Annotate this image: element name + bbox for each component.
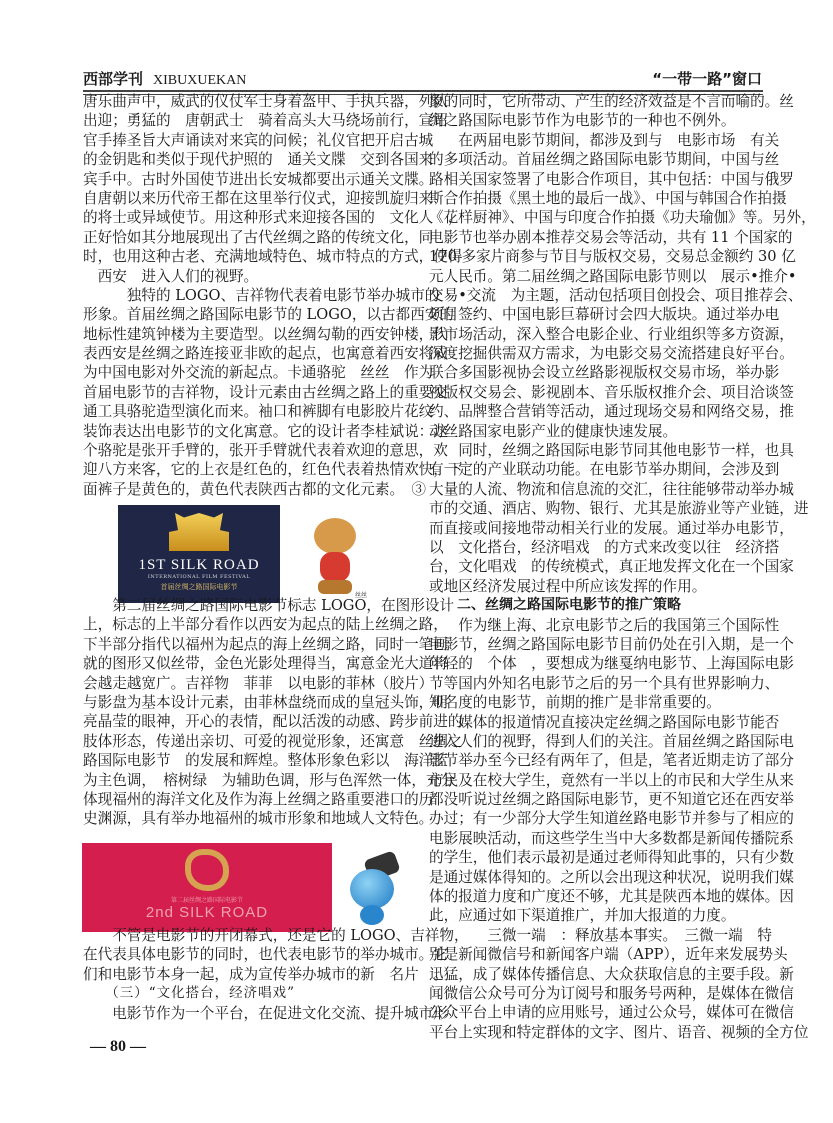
text-line: 动丝路国家电影产业的健康快速发展。 bbox=[429, 422, 678, 440]
feifei-mascot-figure bbox=[346, 855, 402, 927]
text-line: 是通过媒体得知的。之所以会出现这种状况，说明我们媒 bbox=[429, 868, 794, 886]
logo-cn: 第二届丝绸之路国际电影节 bbox=[170, 897, 243, 904]
text-line: 公众平台上申请的应用账号，通过公众号，媒体可在微信 bbox=[429, 1004, 794, 1022]
right-column bbox=[429, 92, 816, 1042]
logo-subtitle: INTERNATIONAL FILM FESTIVAL bbox=[147, 574, 251, 580]
text-line: 出迎；勇猛的 唐朝武士 骑着高头大马绕场前行，宣诏 bbox=[83, 112, 448, 130]
text-line: 宾手中。古时外国使节进出长安城都要出示通关文牒。 bbox=[83, 170, 434, 188]
text-line: 项目签约、中国电影巨幕研讨会四大版块。通过举办电 bbox=[429, 306, 780, 324]
ribbon-logo-icon bbox=[185, 849, 229, 891]
text-line: 面裤子是黄色的，黄色代表陕西古都的文化元素。 ③ bbox=[83, 480, 426, 498]
text-line: 电影节作为一个平台，在促进文化交流、提升城市形 bbox=[83, 1004, 448, 1022]
text-line: 知名度的电影节，前期的推广是非常重要的。 bbox=[429, 694, 721, 712]
text-line: 办过；有一少部分大学生知道丝路电影节并参与了相应的 bbox=[429, 810, 794, 828]
text-line: 大量的人流、物流和信息流的交汇，往往能够带动举办城 bbox=[429, 480, 794, 498]
subsection-heading: （三）“文化搭台，经济唱戏” bbox=[83, 985, 296, 1002]
text-line: 影节举办至今已经有两年了，但是，笔者近期走访了部分 bbox=[429, 752, 794, 770]
text-line: 闻微信公众号可分为订阅号和服务号两种，是媒体在微信 bbox=[429, 984, 794, 1002]
text-line: 斯合作拍摄《黑土地的最后一战》、中国与韩国合作拍摄 bbox=[429, 189, 787, 207]
text-line: 独特的 LOGO、吉祥物代表着电影节举办城市的 bbox=[83, 286, 440, 304]
text-line: 时，也用这种古老、充满地域特色、城市特点的方式，使得 bbox=[83, 248, 463, 266]
text-line: 的学生，他们表示最初是通过老师得知此事的，只有少数 bbox=[429, 849, 794, 867]
text-line: 而直接或间接地带动相关行业的发展。通过举办电影节， bbox=[429, 519, 794, 537]
text-line: 形象。首届丝绸之路国际电影节的 LOGO，以古都西安的 bbox=[83, 306, 454, 324]
bell-tower-logo-icon bbox=[169, 513, 229, 551]
text-line: 不管是电影节的开闭幕式，还是它的 LOGO、吉祥物， bbox=[83, 927, 469, 944]
camel-legs-icon bbox=[318, 580, 352, 594]
text-line: 的金钥匙和类似于现代护照的 通关文牒 交到各国来 bbox=[83, 151, 434, 169]
text-line: 通工具骆驼造型演化而来。袖口和裤脚有电影胶片花纹 bbox=[83, 403, 434, 421]
text-line: 深度挖掘供需双方需求，为电影交易交流搭建良好平台。 bbox=[429, 345, 794, 363]
text-line: 电影节，丝绸之路国际电影节目前仍处在引入期，是一个 bbox=[429, 635, 794, 653]
text-line: 以 文化搭台，经济唱戏 的方式来改变以往 经济搭 bbox=[429, 538, 780, 556]
mascot-label: 丝丝 bbox=[355, 592, 368, 599]
page-number: — 80 — bbox=[90, 1038, 146, 1055]
text-line: 亮晶莹的眼神，开心的表情，配以活泼的动感、跨步前进的 bbox=[83, 713, 463, 731]
text-line: 的将士或异域使节。用这种形式来迎接各国的 文化人 ， bbox=[83, 209, 463, 227]
journal-header bbox=[83, 68, 246, 89]
text-line: 台，文化唱戏 的传统模式，真正地发挥文化在一个国家 bbox=[429, 558, 794, 576]
text-line: 体现福州的海洋文化及作为海上丝绸之路重要港口的历 bbox=[83, 790, 434, 808]
text-line: 平台上实现和特定群体的文字、图片、语音、视频的全方位 bbox=[429, 1023, 809, 1041]
text-line: 视版权交易会、影视剧本、音乐版权推介会、项目洽谈签 bbox=[429, 383, 794, 401]
text-line: 在两届电影节期间，都涉及到与 电影市场 有关 bbox=[429, 131, 780, 149]
text-line: 就的图形又似丝带，金色光影处理得当，寓意金光大道将 bbox=[83, 655, 448, 673]
text-line: 自唐朝以来历代帝王都在这里举行仪式，迎接凯旋归来 bbox=[83, 189, 434, 207]
second-festival-logo-figure bbox=[82, 843, 332, 932]
text-line: 绸之路国际电影节作为电影节的一种也不例外。 bbox=[429, 112, 736, 130]
camel-body-icon bbox=[320, 552, 350, 582]
left-column-block-2 bbox=[83, 596, 463, 829]
text-line: 市的交通、酒店、购物、银行、尤其是旅游业等产业链，进 bbox=[429, 500, 809, 518]
text-line: 《花样厨神》、中国与印度合作拍摄《功夫瑜伽》等。另外， bbox=[429, 209, 816, 227]
text-line: 都没听说过丝绸之路国际电影节，更不知道它还在西安举 bbox=[429, 791, 794, 809]
text-line: 节等国内外知名电影节之后的另一个具有世界影响力、 bbox=[429, 674, 780, 692]
text-line: 首届电影节的吉祥物，设计元素由古丝绸之路上的重要交 bbox=[83, 383, 448, 401]
text-line: 同时，丝绸之路国际电影节同其他电影节一样，也具 bbox=[429, 442, 794, 460]
text-line: 装饰表达出电影节的文化寓意。它的设计者李桂斌说：这 bbox=[83, 422, 448, 440]
text-line: 电影展映活动，而这些学生当中大多数都是新闻传播院系 bbox=[429, 829, 794, 847]
text-line: 西安 进入人们的视野。 bbox=[83, 267, 259, 285]
text-line: 史渊源，具有举办地福州的城市形象和地域人文特色。 bbox=[83, 810, 434, 828]
text-line: 元人民币。第二届丝绸之路国际电影节则以 展示•推介• bbox=[429, 267, 797, 285]
text-line: 个骆驼是张开手臂的，张开手臂就代表着欢迎的意思，欢 bbox=[83, 442, 448, 460]
text-line: 影市场活动，深入整合电影企业、行业组织等多方资源， bbox=[429, 325, 794, 343]
text-line: 或地区经济发展过程中所应该发挥的作用。 bbox=[429, 577, 707, 595]
text-line: 上，标志的上半部分看作以西安为起点的陆上丝绸之路， bbox=[83, 616, 448, 634]
text-line: 进入人们的视野，得到人们的关注。首届丝绸之路国际电 bbox=[429, 732, 794, 750]
text-line: 体的报道力度和广度还不够，尤其是陕西本地的媒体。因 bbox=[429, 888, 794, 906]
text-line: 作为继上海、北京电影节之后的我国第三个国际性 bbox=[429, 616, 780, 634]
text-line: 市民及在校大学生，竟然有一半以上的市民和大学生从来 bbox=[429, 771, 794, 789]
text-line: 电影节也举办剧本推荐交易会等活动，共有 11 个国家的 bbox=[429, 228, 793, 246]
text-line: 路相关国家签署了电影合作项目，其中包括：中国与俄罗 bbox=[429, 170, 794, 188]
text-line: 地标性建筑钟楼为主要造型。以丝绸勾勒的西安钟楼，代 bbox=[83, 325, 448, 343]
journal-name-en: XIBUXUEKAN bbox=[153, 73, 247, 88]
text-line: 下半部分指代以福州为起点的海上丝绸之路，同时一笔画 bbox=[83, 635, 448, 653]
text-line: 联合多国影视协会设立丝路影视版权交易市场，举办影 bbox=[429, 364, 780, 382]
text-line: 在代表具体电影节的同时，也代表电影节的举办城市。它 bbox=[83, 946, 448, 964]
logo-cn: 首届丝绸之路国际电影节 bbox=[160, 583, 238, 591]
journal-name-cn: 西部学刊 bbox=[83, 70, 144, 88]
left-column-block-3 bbox=[83, 926, 469, 1023]
section-title: “一带一路”窗口 bbox=[652, 70, 762, 88]
text-line: 正好恰如其分地展现出了古代丝绸之路的传统文化，同 bbox=[83, 228, 434, 246]
text-line: 与影盘为基本设计元素，由菲林盘绕而成的皇冠头饰，明 bbox=[83, 693, 448, 711]
text-line: 年轻的 个体 ，要想成为继戛纳电影节、上海国际电影 bbox=[429, 655, 794, 673]
logo-title: 1ST SILK ROAD bbox=[138, 557, 260, 573]
text-line: 会越走越宽广。吉祥物 菲菲 以电影的菲林（胶片） bbox=[83, 674, 434, 692]
mascot-head-icon bbox=[350, 869, 394, 909]
text-line: 为主色调， 榕树绿 为辅助色调，形与色浑然一体，充分 bbox=[83, 771, 456, 789]
text-line: 交易•交流 为主题，活动包括项目创投会、项目推荐会、 bbox=[429, 286, 803, 304]
text-line: 们和电影节本身一起，成为宣传举办城市的新 名片 。 bbox=[83, 965, 448, 983]
text-line: 表西安是丝绸之路连接亚非欧的起点，也寓意着西安将成 bbox=[83, 345, 448, 363]
text-line: 迅猛，成了媒体传播信息、大众获取信息的主要手段。新 bbox=[429, 965, 794, 983]
text-line: 迎八方来客，它的上衣是红色的，红色代表着热情欢快，下 bbox=[83, 461, 463, 479]
mascot-body-icon bbox=[360, 905, 384, 925]
text-line: 三微一端 ：释放基本事实。 三微一端 特 bbox=[429, 926, 772, 944]
text-line: 肢体形态，传递出亲切、可爱的视觉形象，还寓意 丝绸之 bbox=[83, 732, 463, 750]
first-festival-logo-figure bbox=[118, 505, 280, 603]
text-line: 约、品牌整合营销等活动，通过现场交易和网络交易，推 bbox=[429, 403, 794, 421]
camel-head-icon bbox=[314, 518, 356, 554]
text-line: 别是新闻微信号和新闻客户端（APP），近年来发展势头 bbox=[429, 946, 788, 964]
text-line: 此，应通过如下渠道推广，并加大报道的力度。 bbox=[429, 907, 736, 925]
text-line: 官手捧圣旨大声诵读对来宾的问候；礼仪官把开启古城 bbox=[83, 131, 434, 149]
logo-title: 2nd SILK ROAD bbox=[145, 904, 269, 921]
text-line: 唐乐曲声中，威武的仪仗军士身着盔甲、手执兵器，列队 bbox=[83, 93, 448, 110]
left-column-block-1 bbox=[83, 92, 463, 499]
text-line: 象的同时，它所带动、产生的经济效益是不言而喻的。丝 bbox=[429, 93, 794, 110]
text-line: 为中国电影对外交流的新起点。卡通骆驼 丝丝 作为 bbox=[83, 364, 434, 382]
text-line: 第二届丝绸之路国际电影节标志 LOGO，在图形设计 bbox=[83, 597, 454, 614]
section-heading: 二、丝绸之路国际电影节的推广策略 bbox=[429, 597, 681, 614]
text-line: 媒体的报道情况直接决定丝绸之路国际电影节能否 bbox=[429, 713, 780, 731]
text-line: 有一定的产业联动功能。在电影节举办期间，会涉及到 bbox=[429, 461, 780, 479]
text-line: 路国际电影节 的发展和辉煌。整体形象色彩以 海洋蓝 bbox=[83, 752, 448, 770]
text-line: 170 多家片商参与节目与版权交易，交易总金额约 30 亿 bbox=[429, 248, 796, 266]
camel-mascot-figure bbox=[300, 516, 372, 602]
text-line: 的多项活动。首届丝绸之路国际电影节期间，中国与丝 bbox=[429, 151, 780, 169]
